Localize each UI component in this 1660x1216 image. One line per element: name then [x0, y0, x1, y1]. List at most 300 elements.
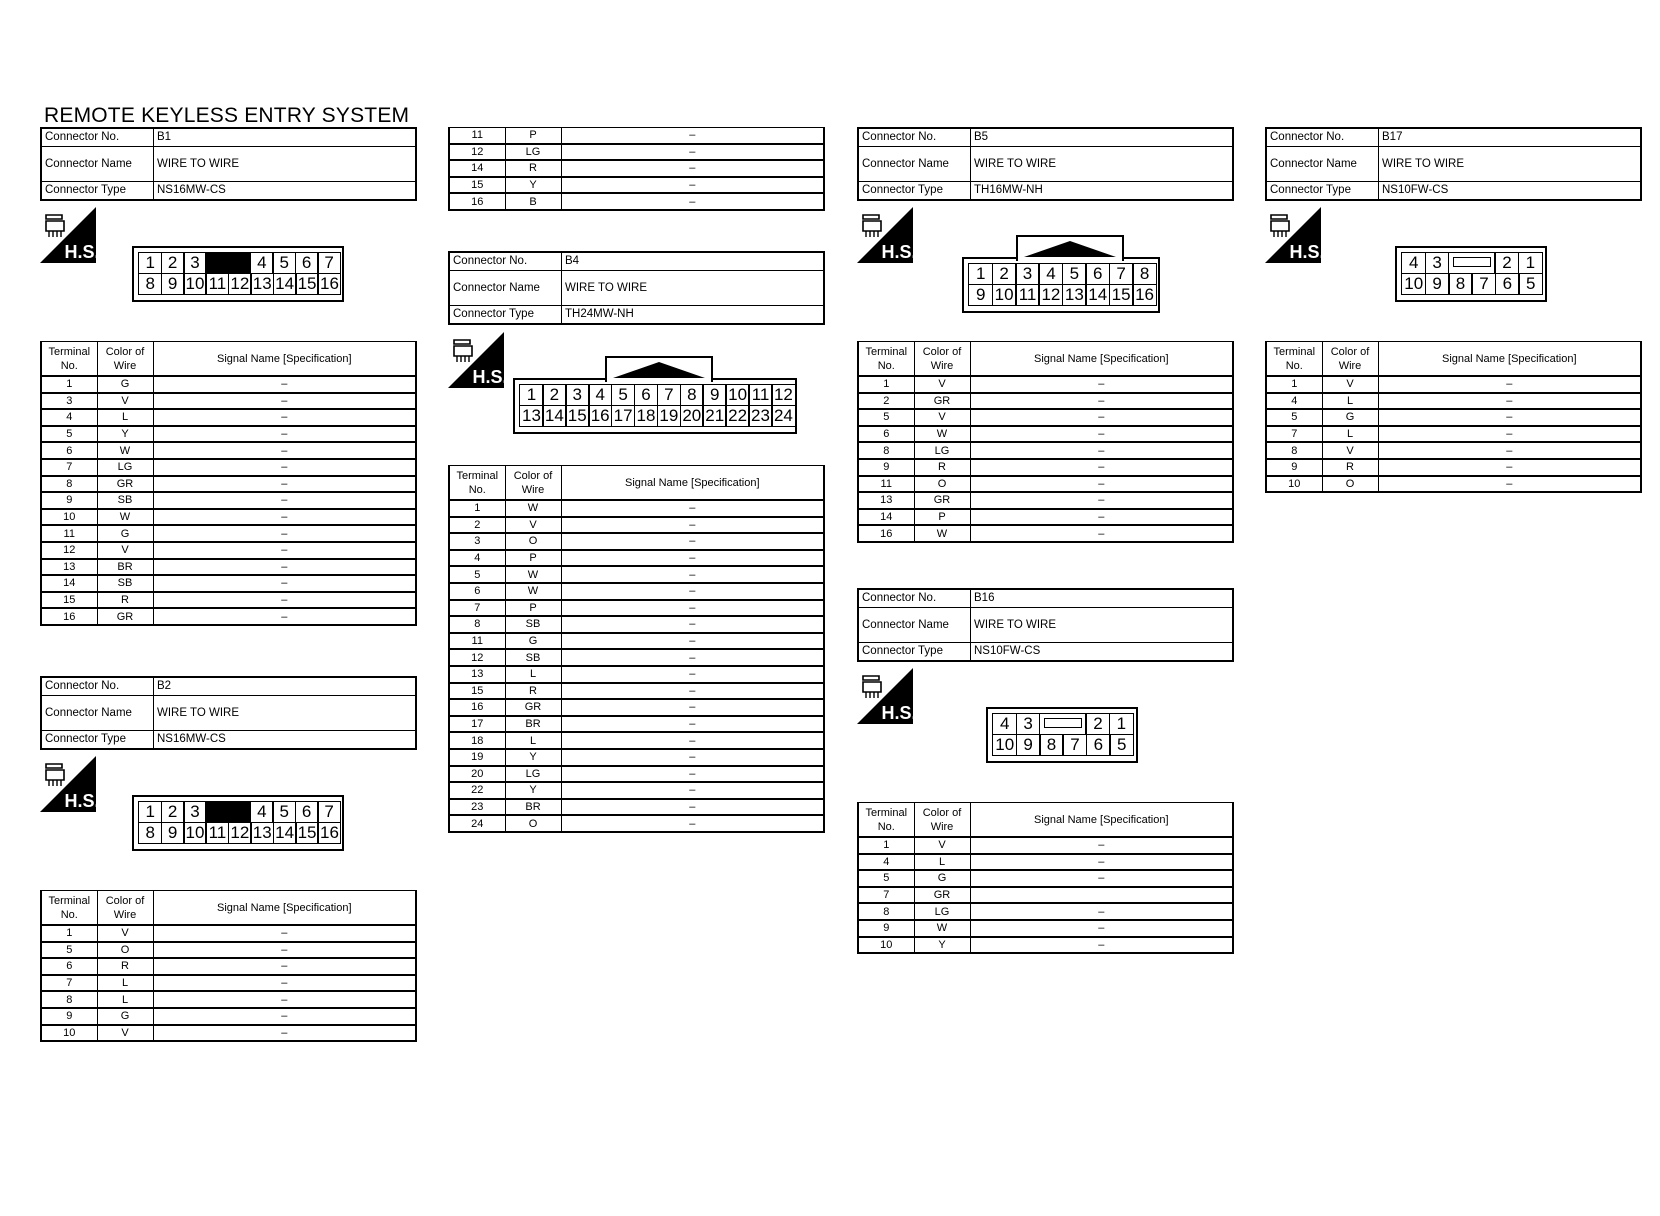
color-of-wire-header: Color of Wire — [914, 342, 970, 377]
connector-pin: 20 — [680, 405, 705, 427]
connector-pin: 15 — [295, 822, 319, 844]
wire-color: L — [97, 991, 153, 1008]
connector-pin: 4 — [250, 801, 274, 823]
table-row — [449, 500, 824, 517]
terminal-no: 5 — [41, 942, 97, 959]
connector-pin: 6 — [1086, 734, 1111, 756]
connector-type-value: TH16MW-NH — [971, 182, 1234, 201]
terminal-no: 8 — [858, 903, 914, 920]
wire-color: SB — [97, 492, 153, 509]
table-row — [1266, 409, 1641, 426]
table-row — [858, 459, 1233, 476]
wire-color: V — [97, 542, 153, 559]
terminal-no: 13 — [858, 492, 914, 509]
connector-type-value: NS16MW-CS — [154, 731, 417, 750]
table-row — [449, 128, 824, 144]
terminal-no: 16 — [41, 608, 97, 625]
signal-name: – — [970, 837, 1233, 854]
connector-pin: 2 — [992, 263, 1017, 285]
connector-pin: 2 — [1085, 713, 1110, 735]
wire-color: O — [505, 533, 561, 550]
connector-pin: 21 — [702, 405, 727, 427]
wire-color: R — [505, 683, 561, 700]
wire-color: G — [914, 870, 970, 887]
signal-name: – — [153, 575, 416, 592]
connector-name-value: WIRE TO WIRE — [154, 147, 417, 182]
table-row — [449, 666, 824, 683]
harness-side-label: H.S. — [64, 791, 100, 811]
terminal-no: 7 — [858, 887, 914, 904]
table-row — [449, 600, 824, 617]
terminal-no: 16 — [449, 699, 505, 716]
wire-color: G — [97, 525, 153, 542]
terminal-no: 18 — [449, 732, 505, 749]
table-row — [858, 887, 1233, 904]
connector-pin: 17 — [611, 405, 636, 427]
connector-pin: 10 — [183, 273, 207, 295]
connector-pin: 2 — [161, 801, 185, 823]
signal-name: – — [561, 500, 824, 517]
page-title: REMOTE KEYLESS ENTRY SYSTEM — [44, 104, 410, 127]
harness-side-icon — [857, 668, 917, 724]
table-row — [858, 442, 1233, 459]
terminal-no: 3 — [449, 533, 505, 550]
signal-name: – — [970, 854, 1233, 871]
terminal-no: 14 — [41, 575, 97, 592]
connector-name-label: Connector Name — [858, 147, 971, 182]
connector-pin: 7 — [1062, 734, 1087, 756]
wire-color: L — [1322, 426, 1378, 443]
table-row — [858, 426, 1233, 443]
signal-name-header: Signal Name [Specification] — [561, 466, 824, 501]
terminal-no: 12 — [449, 144, 505, 161]
wire-color: V — [97, 1025, 153, 1042]
signal-name: – — [970, 393, 1233, 410]
table-row — [449, 782, 824, 799]
wire-color: R — [505, 160, 561, 177]
wire-color: P — [505, 550, 561, 567]
connector-pin: 6 — [634, 384, 659, 406]
table-row — [41, 492, 416, 509]
terminal-no: 7 — [41, 459, 97, 476]
wire-color: L — [1322, 393, 1378, 410]
table-row — [41, 426, 416, 443]
terminal-no: 2 — [449, 517, 505, 534]
connector-name-value: WIRE TO WIRE — [1379, 147, 1642, 182]
table-row — [858, 492, 1233, 509]
connector-no-value: B2 — [154, 677, 417, 696]
connector-pin: 8 — [1039, 734, 1064, 756]
terminal-no: 1 — [1266, 376, 1322, 393]
connector-b16-info — [857, 588, 1234, 662]
signal-name: – — [561, 666, 824, 683]
terminal-no: 1 — [858, 376, 914, 393]
terminal-no: 5 — [1266, 409, 1322, 426]
connector-name-value: WIRE TO WIRE — [971, 608, 1234, 643]
terminal-no: 12 — [41, 542, 97, 559]
terminal-no: 15 — [449, 177, 505, 194]
signal-name: – — [561, 600, 824, 617]
connector-pin: 2 — [1494, 252, 1519, 274]
terminal-no: 9 — [41, 1008, 97, 1025]
wire-color: R — [914, 459, 970, 476]
terminal-no: 8 — [41, 991, 97, 1008]
connector-no-label: Connector No. — [858, 589, 971, 608]
signal-name: – — [1378, 376, 1641, 393]
terminal-no: 9 — [858, 459, 914, 476]
wire-color: G — [97, 1008, 153, 1025]
wire-color: L — [505, 732, 561, 749]
table-row — [41, 442, 416, 459]
connector-pin: 10 — [725, 384, 750, 406]
connector-no-label: Connector No. — [449, 252, 562, 271]
connector-type-label: Connector Type — [449, 306, 562, 325]
terminal-no: 4 — [449, 550, 505, 567]
terminal-no: 8 — [1266, 442, 1322, 459]
wire-color: G — [1322, 409, 1378, 426]
connector-pin: 14 — [542, 405, 567, 427]
table-row — [41, 975, 416, 992]
terminal-no: 11 — [41, 525, 97, 542]
terminal-no: 3 — [41, 393, 97, 410]
connector-pin: 5 — [1062, 263, 1087, 285]
signal-name: – — [561, 683, 824, 700]
signal-name: – — [970, 525, 1233, 542]
terminal-no: 4 — [1266, 393, 1322, 410]
signal-name: – — [153, 559, 416, 576]
connector-b5-terminal-table — [857, 341, 1234, 543]
terminal-no: 14 — [449, 160, 505, 177]
table-row — [1266, 393, 1641, 410]
connector-name-value: WIRE TO WIRE — [154, 696, 417, 731]
wire-color: P — [914, 509, 970, 526]
wire-color: GR — [914, 393, 970, 410]
connector-b17-terminal-table — [1265, 341, 1642, 493]
terminal-no-header: Terminal No. — [41, 891, 97, 926]
terminal-no: 13 — [41, 559, 97, 576]
terminal-no: 1 — [41, 925, 97, 942]
table-row — [858, 393, 1233, 410]
signal-name: – — [153, 542, 416, 559]
connector-name-label: Connector Name — [1266, 147, 1379, 182]
signal-name: – — [561, 749, 824, 766]
connector-pin: 6 — [295, 801, 319, 823]
wire-color: BR — [97, 559, 153, 576]
connector-pin: 7 — [1109, 263, 1134, 285]
connector-pin: 3 — [565, 384, 590, 406]
wire-color: O — [505, 815, 561, 832]
wire-color: L — [97, 975, 153, 992]
table-row — [41, 991, 416, 1008]
table-row — [858, 920, 1233, 937]
table-row — [449, 716, 824, 733]
terminal-no-header: Terminal No. — [449, 466, 505, 501]
connector-pin: 19 — [657, 405, 682, 427]
wire-color: V — [914, 376, 970, 393]
connector-pin: 1 — [138, 252, 162, 274]
wire-color: W — [505, 583, 561, 600]
connector-pin: 6 — [295, 252, 319, 274]
table-row — [449, 815, 824, 832]
signal-name: – — [970, 442, 1233, 459]
terminal-no: 6 — [41, 442, 97, 459]
signal-name: – — [153, 592, 416, 609]
connector-type-value: TH24MW-NH — [562, 306, 825, 325]
terminal-no: 5 — [449, 566, 505, 583]
wire-color: W — [914, 920, 970, 937]
table-row — [858, 854, 1233, 871]
connector-pin: 14 — [1085, 284, 1110, 306]
connector-pin: 15 — [565, 405, 590, 427]
wire-color: W — [505, 500, 561, 517]
connector-pin: 10 — [1401, 273, 1426, 295]
connector-name-value: WIRE TO WIRE — [971, 147, 1234, 182]
connector-type-label: Connector Type — [858, 643, 971, 662]
signal-name: – — [153, 942, 416, 959]
signal-name: – — [153, 1025, 416, 1042]
signal-name: – — [153, 958, 416, 975]
connector-pin: 3 — [1016, 713, 1041, 735]
signal-name: – — [561, 815, 824, 832]
terminal-no: 10 — [41, 509, 97, 526]
table-row — [858, 476, 1233, 493]
connector-pin: 23 — [748, 405, 773, 427]
table-row — [449, 649, 824, 666]
table-row — [41, 409, 416, 426]
wire-color: R — [1322, 459, 1378, 476]
connector-no-label: Connector No. — [1266, 128, 1379, 147]
harness-side-icon — [40, 207, 100, 263]
table-row — [1266, 459, 1641, 476]
table-row — [449, 566, 824, 583]
signal-name: – — [561, 193, 824, 210]
connector-pin: 7 — [1471, 273, 1496, 295]
connector-pin: 4 — [588, 384, 613, 406]
wire-color: Y — [505, 782, 561, 799]
wire-color: G — [505, 633, 561, 650]
wire-color: G — [97, 376, 153, 393]
signal-name: – — [153, 459, 416, 476]
connector-key-slot — [1039, 713, 1087, 735]
connector-pin: 2 — [161, 252, 185, 274]
table-row — [41, 592, 416, 609]
terminal-no: 20 — [449, 766, 505, 783]
table-row — [41, 575, 416, 592]
terminal-no: 11 — [449, 633, 505, 650]
signal-name: – — [561, 144, 824, 161]
wire-color: V — [914, 409, 970, 426]
table-row — [449, 683, 824, 700]
connector-pin: 3 — [183, 252, 207, 274]
signal-name: – — [970, 409, 1233, 426]
connector-pin: 10 — [992, 734, 1017, 756]
connector-type-value: NS16MW-CS — [154, 182, 417, 201]
connector-pin: 5 — [272, 801, 296, 823]
terminal-no: 13 — [449, 666, 505, 683]
table-row — [449, 616, 824, 633]
signal-name: – — [153, 492, 416, 509]
table-row — [449, 749, 824, 766]
wire-color: O — [97, 942, 153, 959]
terminal-no-header: Terminal No. — [858, 803, 914, 838]
harness-side-icon — [1265, 207, 1325, 263]
wire-color: LG — [914, 903, 970, 920]
connector-b5-info — [857, 127, 1234, 201]
connector-pin: 12 — [228, 273, 252, 295]
terminal-no: 4 — [41, 409, 97, 426]
harness-side-icon — [857, 207, 917, 263]
table-row — [41, 958, 416, 975]
connector-pin: 7 — [657, 384, 682, 406]
table-row — [449, 533, 824, 550]
table-row — [449, 177, 824, 194]
harness-side-label: H.S. — [881, 242, 917, 262]
signal-name: – — [561, 766, 824, 783]
connector-pin: 4 — [1038, 263, 1063, 285]
signal-name: – — [561, 177, 824, 194]
signal-name: – — [561, 799, 824, 816]
signal-name: – — [561, 160, 824, 177]
connector-no-value: B4 — [562, 252, 825, 271]
connector-pin: 5 — [1518, 273, 1543, 295]
connector-pin: 4 — [992, 713, 1017, 735]
terminal-no: 10 — [1266, 476, 1322, 493]
signal-name: – — [1378, 459, 1641, 476]
terminal-no: 15 — [41, 592, 97, 609]
wire-color: V — [97, 393, 153, 410]
connector-key-outline — [1044, 718, 1082, 728]
connector-pin: 13 — [250, 822, 274, 844]
connector-pin: 10 — [183, 822, 207, 844]
wire-color: O — [1322, 476, 1378, 493]
color-of-wire-header: Color of Wire — [97, 342, 153, 377]
terminal-no: 7 — [41, 975, 97, 992]
table-row — [858, 376, 1233, 393]
connector-pin: 3 — [183, 801, 207, 823]
connector-pin: 8 — [1132, 263, 1157, 285]
connector-pin: 3 — [1425, 252, 1450, 274]
signal-name: – — [153, 376, 416, 393]
signal-name: – — [153, 426, 416, 443]
connector-key-slot — [205, 252, 251, 274]
connector-pin: 1 — [1518, 252, 1543, 274]
connector-pin: 1 — [1109, 713, 1134, 735]
wire-color: R — [97, 592, 153, 609]
connector-pin: 5 — [1109, 734, 1134, 756]
signal-name: – — [561, 566, 824, 583]
terminal-no: 23 — [449, 799, 505, 816]
connector-no-value: B17 — [1379, 128, 1642, 147]
connector-key-outline — [1453, 257, 1491, 267]
signal-name: – — [970, 376, 1233, 393]
table-row — [41, 925, 416, 942]
connector-pin: 8 — [1448, 273, 1473, 295]
terminal-no: 12 — [449, 649, 505, 666]
connector-pin: 8 — [138, 273, 162, 295]
table-row — [1266, 426, 1641, 443]
table-row — [449, 732, 824, 749]
connector-pin: 8 — [138, 822, 162, 844]
signal-name: – — [970, 903, 1233, 920]
color-of-wire-header: Color of Wire — [914, 803, 970, 838]
table-row — [41, 393, 416, 410]
signal-name: – — [153, 1008, 416, 1025]
wire-color: O — [914, 476, 970, 493]
connector-type-label: Connector Type — [41, 731, 154, 750]
terminal-no: 8 — [858, 442, 914, 459]
connector-pin: 15 — [1109, 284, 1134, 306]
terminal-no: 14 — [858, 509, 914, 526]
table-row — [449, 799, 824, 816]
signal-name: – — [1378, 442, 1641, 459]
terminal-no: 4 — [858, 854, 914, 871]
wire-color: B — [505, 193, 561, 210]
wire-color: Y — [97, 426, 153, 443]
wire-color: Y — [505, 749, 561, 766]
connector-pin: 1 — [968, 263, 993, 285]
table-row — [858, 509, 1233, 526]
signal-name: – — [1378, 476, 1641, 493]
terminal-no: 6 — [449, 583, 505, 600]
terminal-no: 11 — [858, 476, 914, 493]
connector-no-value: B1 — [154, 128, 417, 147]
wire-color: SB — [97, 575, 153, 592]
connector-pin: 4 — [250, 252, 274, 274]
harness-side-label: H.S. — [64, 242, 100, 262]
connector-pin: 13 — [250, 273, 274, 295]
connector-key-slot — [205, 801, 251, 823]
connector-type-value: NS10FW-CS — [1379, 182, 1642, 201]
connector-b1-terminal-table — [40, 341, 417, 626]
terminal-no: 1 — [858, 837, 914, 854]
signal-name: – — [970, 509, 1233, 526]
table-row — [41, 476, 416, 493]
connector-pin: 12 — [771, 384, 796, 406]
connector-type-value: NS10FW-CS — [971, 643, 1234, 662]
harness-side-label: H.S. — [881, 703, 917, 723]
connector-no-value: B16 — [971, 589, 1234, 608]
table-row — [858, 837, 1233, 854]
connector-b17-info — [1265, 127, 1642, 201]
connector-pin: 7 — [317, 252, 341, 274]
connector-pin: 1 — [138, 801, 162, 823]
connector-pin: 8 — [680, 384, 705, 406]
signal-name: – — [561, 517, 824, 534]
table-row — [449, 144, 824, 161]
signal-name: – — [561, 716, 824, 733]
signal-name: – — [561, 699, 824, 716]
wire-color: LG — [505, 144, 561, 161]
wire-color: V — [1322, 442, 1378, 459]
wire-color: V — [1322, 376, 1378, 393]
terminal-no: 5 — [41, 426, 97, 443]
signal-name-header: Signal Name [Specification] — [970, 803, 1233, 838]
wire-color: LG — [505, 766, 561, 783]
harness-side-icon — [448, 332, 508, 388]
connector-key-slot — [1448, 252, 1496, 274]
signal-name: – — [153, 409, 416, 426]
table-row — [858, 870, 1233, 887]
wire-color: L — [914, 854, 970, 871]
table-row — [41, 376, 416, 393]
wire-color: P — [505, 600, 561, 617]
signal-name: – — [153, 442, 416, 459]
connector-pin: 11 — [1015, 284, 1040, 306]
connector-pin: 16 — [317, 822, 341, 844]
wire-color: V — [97, 925, 153, 942]
connector-type-label: Connector Type — [1266, 182, 1379, 201]
table-row — [449, 160, 824, 177]
